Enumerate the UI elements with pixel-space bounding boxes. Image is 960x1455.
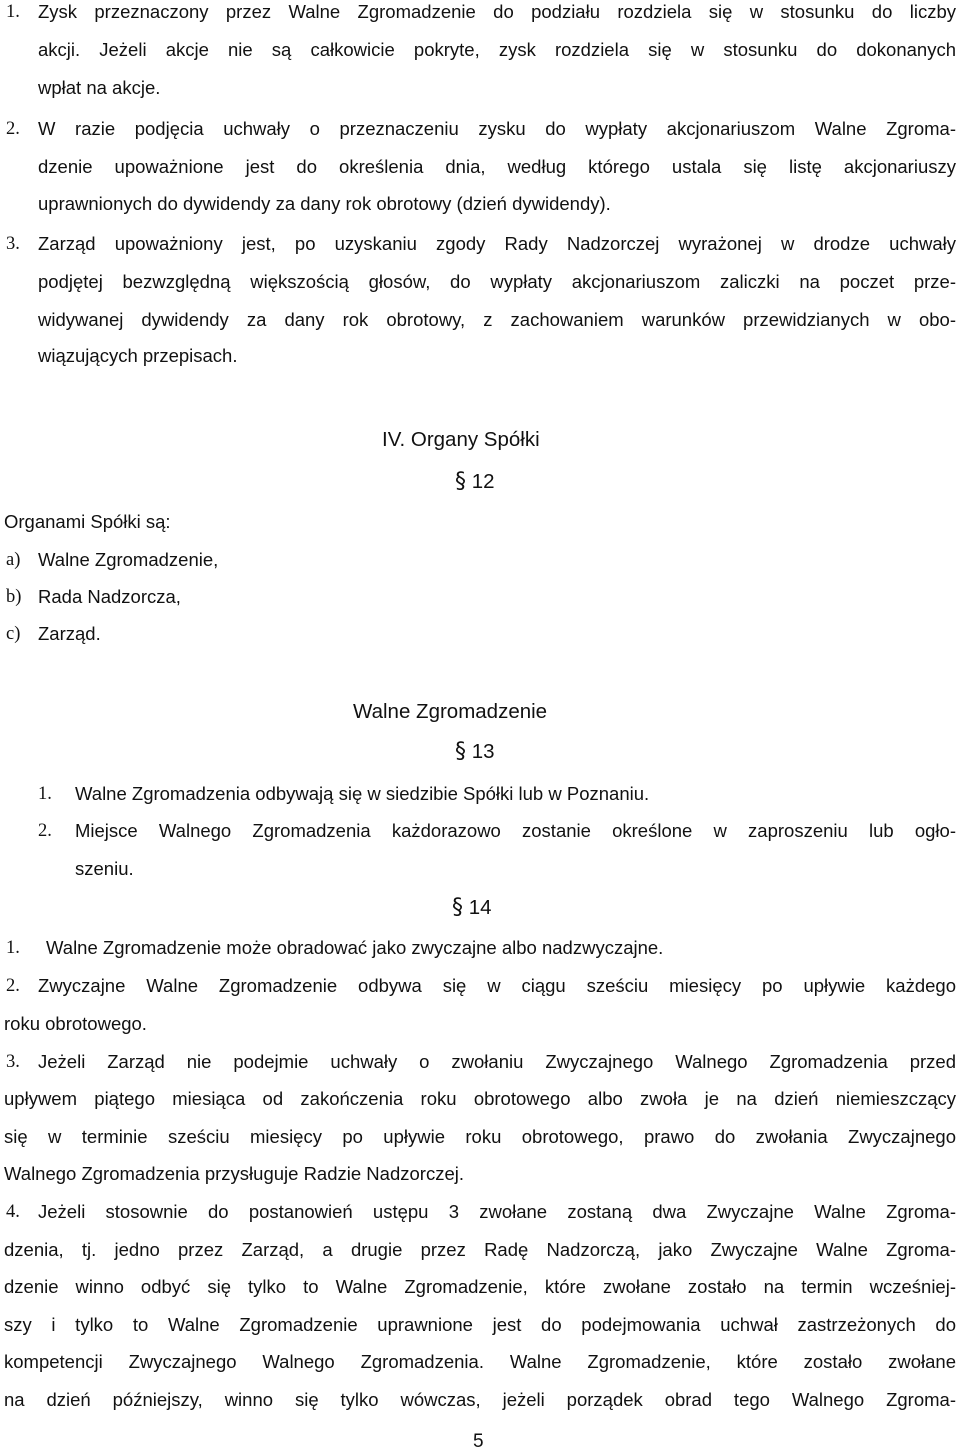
list-item-number: 2. xyxy=(38,821,52,841)
list-item-number: 1. xyxy=(6,938,20,958)
list-item-text: W razie podjęcia uchwały o przeznaczeniu zysku do wypłaty akcjonariuszom Walne Zgroma- xyxy=(38,118,956,139)
paragraph-number: 13 xyxy=(471,740,495,763)
list-item-text: akcji. Jeżeli akcje nie są całkowicie pokryte, zysk rozdziela się w stosunku do dokonanych xyxy=(38,39,956,60)
list-item-text: wiązujących przepisach. xyxy=(38,345,238,366)
list-item-text: Walne Zgromadzenia odbywają się w siedzibie Spółki lub w Poznaniu. xyxy=(75,783,650,804)
list-item-text: Zysk przeznaczony przez Walne Zgromadzenie do podziału rozdziela się w stosunku do liczby xyxy=(38,1,956,22)
organ-name: Walne Zgromadzenie, xyxy=(38,549,219,570)
list-item-text: kompetencji Zwyczajnego Walnego Zgromadzenia. Walne Zgromadzenie, które zostało zwołane xyxy=(4,1351,956,1372)
list-item-text: Jeżeli Zarząd nie podejmie uchwały o zwołaniu Zwyczajnego Walnego Zgromadzenia przed xyxy=(38,1051,956,1072)
section-title: Walne Zgromadzenie xyxy=(353,700,548,723)
list-item-number: 2. xyxy=(6,119,20,139)
paragraph-number: 14 xyxy=(468,896,492,919)
list-item-number: 4. xyxy=(6,1202,20,1222)
list-item-text: szeniu. xyxy=(75,858,134,879)
list-item-number: 3. xyxy=(6,1052,20,1072)
list-item-text: upływem piątego miesiąca od zakończenia roku obrotowego albo zwoła je na dzień niemieszczący xyxy=(4,1088,956,1109)
list-item-text: Walne Zgromadzenie może obradować jako zwyczajne albo nadzwyczajne. xyxy=(46,937,664,958)
list-item-text: się w terminie sześciu miesięcy po upływie roku obrotowego, prawo do zwołania Zwyczajnego xyxy=(4,1126,956,1147)
organ-name: Rada Nadzorcza, xyxy=(38,586,181,607)
list-item-text: dzenia, tj. jedno przez Zarząd, a drugie przez Radę Nadzorczą, jako Zwyczajne Walne Zgroma- xyxy=(4,1239,956,1260)
organ-letter: b) xyxy=(6,587,22,607)
list-item-number: 2. xyxy=(6,976,20,996)
list-item-text: dzenie upoważnione jest do określenia dnia, według którego ustala się listę akcjonariuszy xyxy=(38,156,956,177)
list-item-text: wpłat na akcje. xyxy=(38,77,161,98)
list-item-number: 3. xyxy=(6,234,20,254)
organ-letter: c) xyxy=(6,624,21,644)
paragraph-sign: § xyxy=(455,469,466,494)
list-item-text: uprawnionych do dywidendy za dany rok obrotowy (dzień dywidendy). xyxy=(38,193,611,214)
paragraph-heading-14 xyxy=(452,896,492,920)
list-item-number: 1. xyxy=(6,2,20,22)
list-item-text: Walnego Zgromadzenia przysługuje Radzie Nadzorczej. xyxy=(4,1163,464,1184)
organ-letter: a) xyxy=(6,550,21,570)
paragraph-sign: § xyxy=(455,739,466,764)
list-item-text: Zarząd upoważniony jest, po uzyskaniu zgody Rady Nadzorczej wyrażonej w drodze uchwały xyxy=(38,233,956,254)
list-item-text: Zwyczajne Walne Zgromadzenie odbywa się w ciągu sześciu miesięcy po upływie każdego xyxy=(38,975,956,996)
list-item-text: widywanej dywidendy za dany rok obrotowy, z zachowaniem warunków przewidzianych w obo- xyxy=(38,309,956,330)
organ-name: Zarząd. xyxy=(38,623,101,644)
list-item-text: szy i tylko to Walne Zgromadzenie uprawnione jest do podejmowania uchwał zastrzeżonych do xyxy=(4,1314,956,1335)
paragraph-heading-13 xyxy=(455,740,495,764)
list-item-number: 1. xyxy=(38,784,52,804)
list-item-text: podjętej bezwzględną większością głosów, do wypłaty akcjonariuszom zaliczki na poczet prze- xyxy=(38,271,956,292)
page-number: 5 xyxy=(473,1431,484,1452)
list-item-text: roku obrotowego. xyxy=(4,1013,147,1034)
paragraph-heading-12 xyxy=(455,470,495,494)
list-item-text: na dzień późniejszy, winno się tylko wówczas, jeżeli porządek obrad tego Walnego Zgroma- xyxy=(4,1389,956,1410)
organs-intro: Organami Spółki są: xyxy=(4,511,171,532)
paragraph-sign: § xyxy=(452,895,463,920)
list-item-text: Jeżeli stosownie do postanowień ustępu 3 zwołane zostaną dwa Zwyczajne Walne Zgroma- xyxy=(38,1201,956,1222)
list-item-text: dzenie winno odbyć się tylko to Walne Zgromadzenie, które zwołane zostało na termin wcześniej- xyxy=(4,1276,956,1297)
paragraph-number: 12 xyxy=(471,470,495,493)
list-item-text: Miejsce Walnego Zgromadzenia każdorazowo zostanie określone w zaproszeniu lub ogło- xyxy=(75,820,956,841)
chapter-title: IV. Organy Spółki xyxy=(382,428,540,451)
